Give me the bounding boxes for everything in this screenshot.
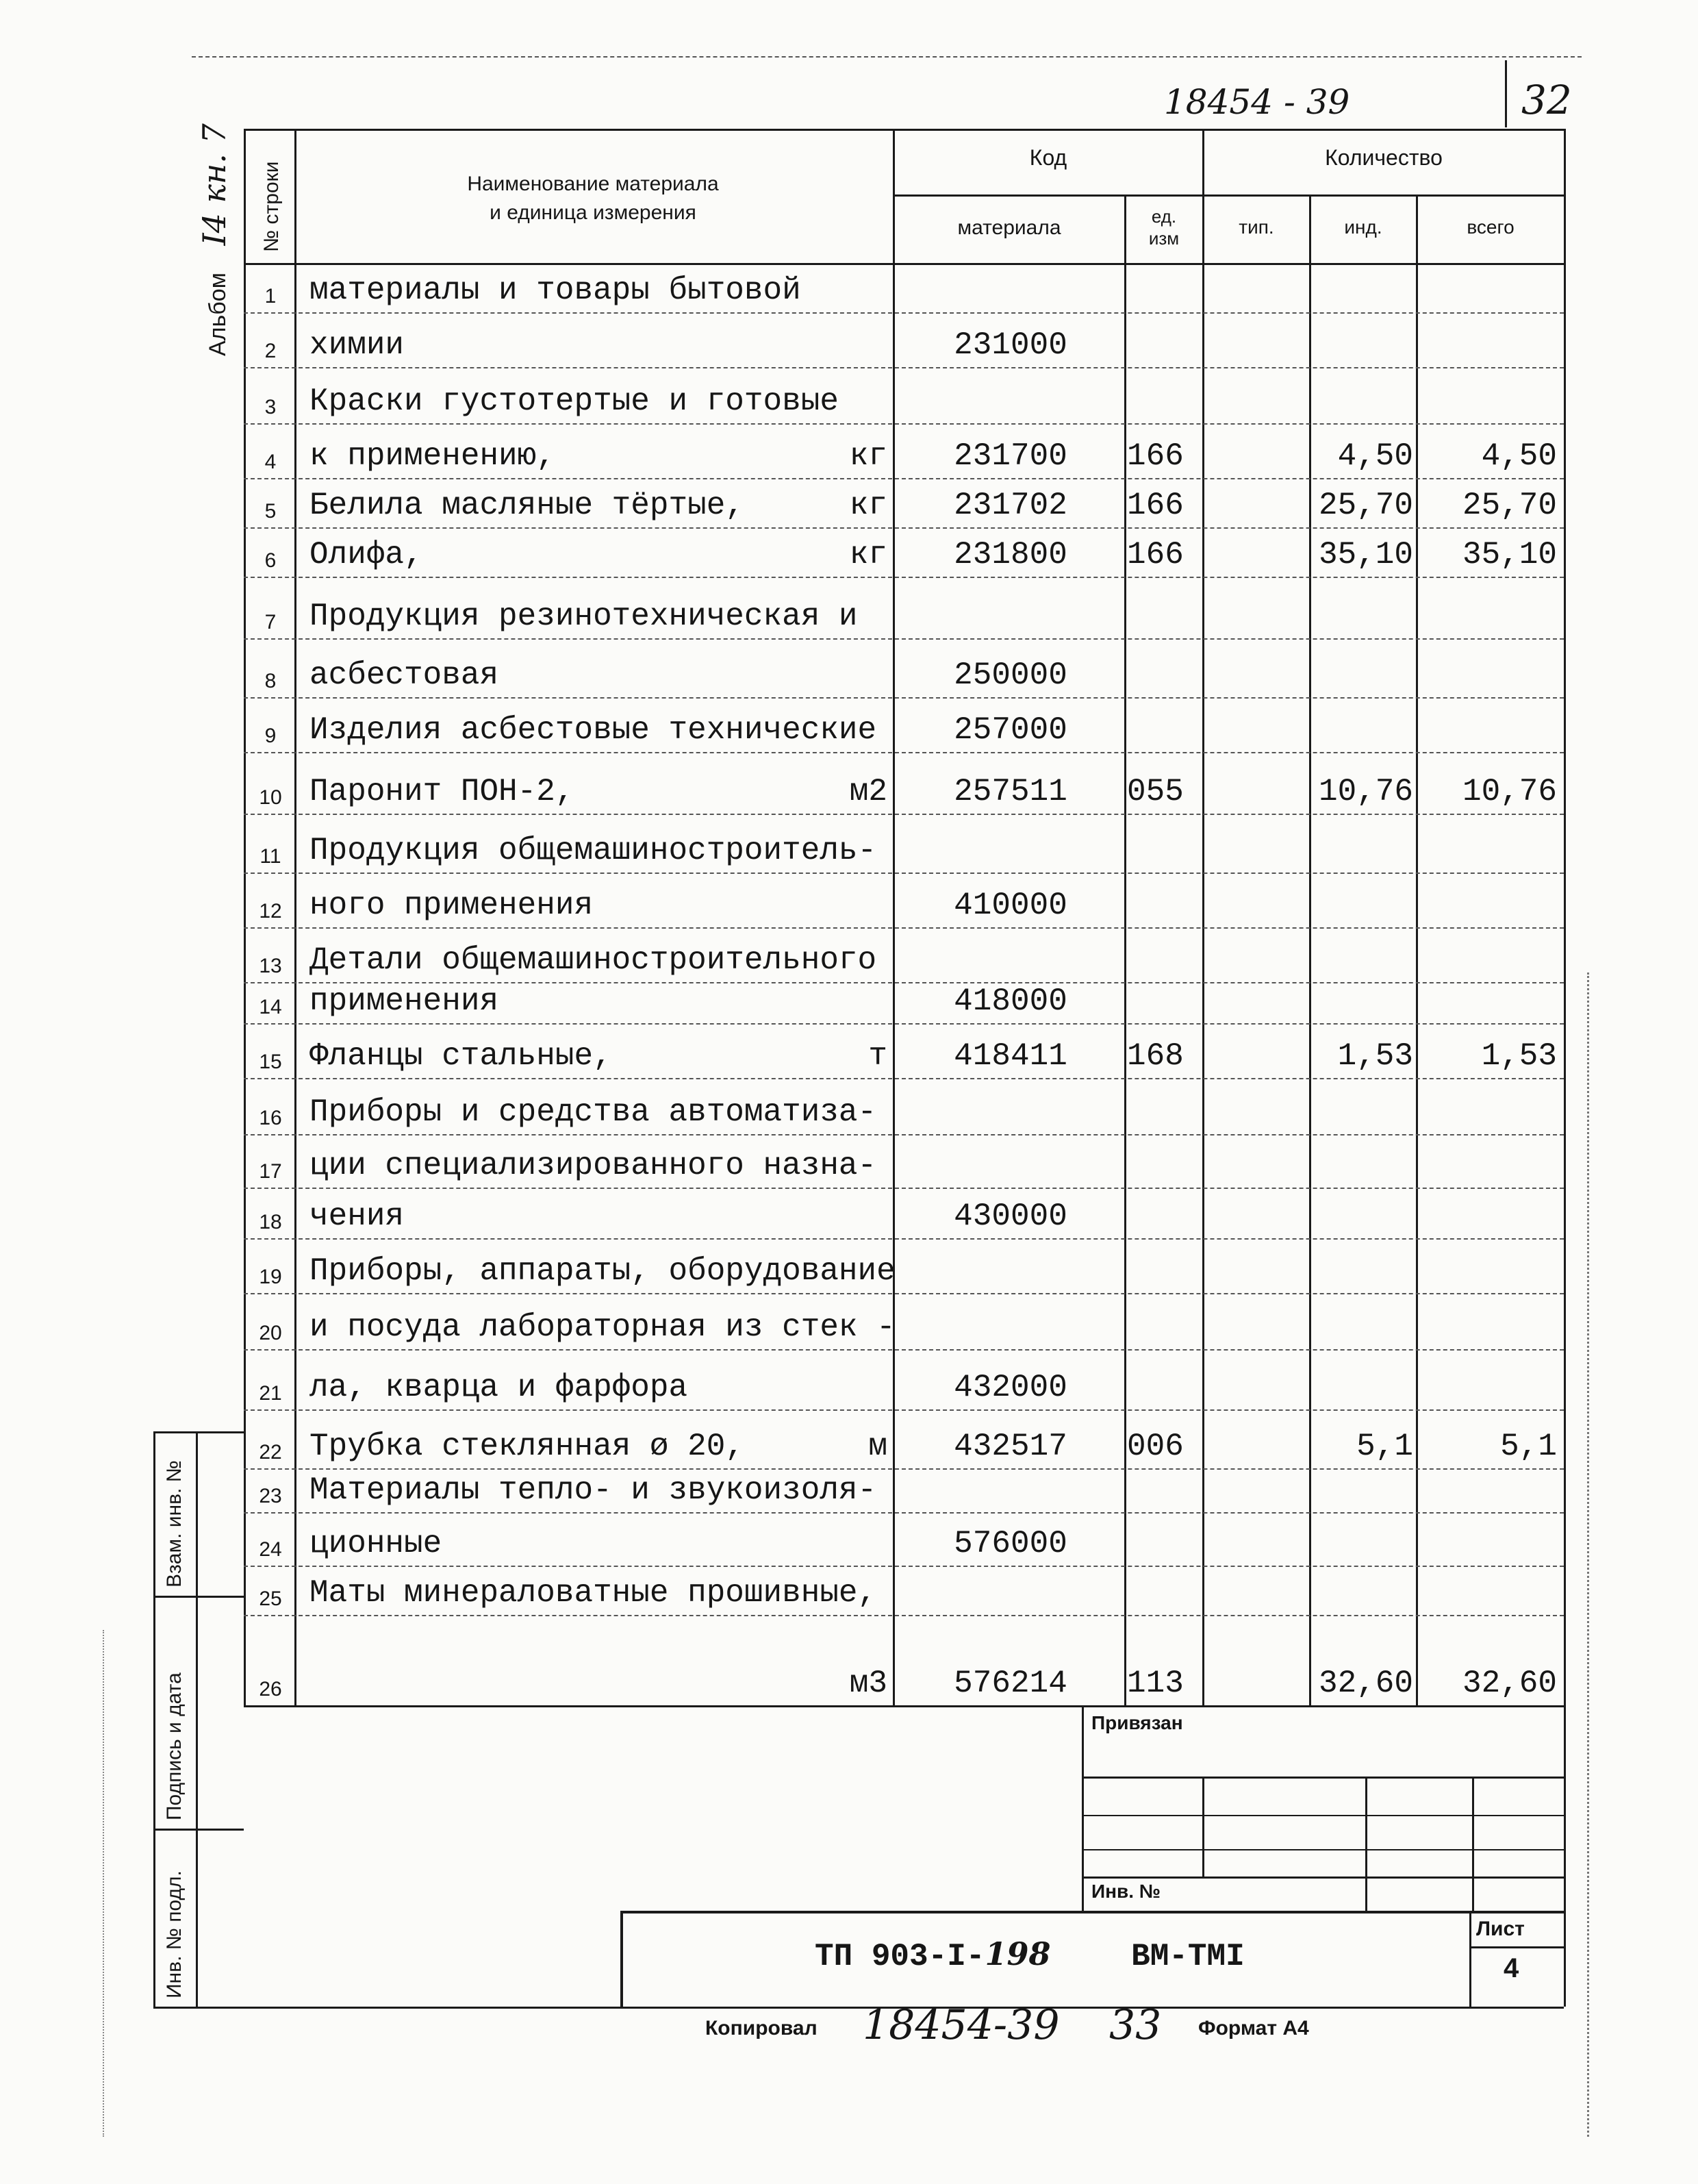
header-qty-ind: инд.: [1344, 216, 1382, 238]
material-code: 576214: [954, 1666, 1067, 1701]
row-separator: [244, 312, 1564, 314]
material-code: 231000: [954, 327, 1067, 363]
materials-table: [244, 129, 1564, 1705]
header-row-number: № строки: [260, 161, 283, 252]
side-stamp-sep-1: [153, 1596, 244, 1598]
table-row: [244, 638, 1564, 697]
title-block: [620, 1911, 1564, 2007]
material-name: чения: [309, 1198, 405, 1234]
material-name: Приборы, аппараты, оборудование: [309, 1253, 896, 1289]
side-stamp-block: [153, 1431, 244, 2007]
binding-line-3: [1082, 1849, 1564, 1850]
row-separator: [244, 1566, 1564, 1567]
side-stamp-left: [153, 1431, 155, 2007]
row-separator: [244, 367, 1564, 368]
handwritten-doc-number: 18454 - 39: [1164, 82, 1350, 122]
copied-number: 33: [1109, 2001, 1162, 2049]
qty-total: 4,50: [1481, 438, 1557, 474]
row-number: 17: [259, 1160, 282, 1183]
qty-ind: 32,60: [1318, 1666, 1413, 1701]
unit-code: 006: [1127, 1429, 1184, 1464]
row-number: 13: [259, 955, 282, 977]
material-name: ла, кварца и фарфора: [309, 1370, 688, 1405]
qty-ind: 25,70: [1318, 488, 1413, 523]
qty-ind: 35,10: [1318, 537, 1413, 573]
binding-left: [1082, 1705, 1084, 1911]
row-number: 2: [264, 340, 277, 362]
material-unit: кг: [849, 438, 887, 474]
qty-total: 1,53: [1481, 1038, 1557, 1074]
unit-code: 168: [1127, 1038, 1184, 1074]
header-name-column: Наименование материала и единица измерения: [467, 173, 719, 224]
row-separator: [244, 527, 1564, 529]
row-separator: [244, 1134, 1564, 1135]
material-name: к применению,: [309, 438, 555, 474]
material-unit: кг: [849, 488, 887, 523]
side-stamp-sep-2: [153, 1829, 244, 1831]
side-inv-podl: Инв. № подл.: [163, 1870, 186, 1998]
title-block-left: [620, 1911, 623, 2007]
doc-code-hand: 198: [985, 1935, 1051, 1972]
row-number: 26: [259, 1678, 282, 1700]
qty-total: 32,60: [1462, 1666, 1557, 1701]
album-label-text: Альбом: [205, 273, 231, 356]
table-row: [244, 1188, 1564, 1238]
row-separator: [244, 1349, 1564, 1351]
binding-stamp: [1082, 1705, 1564, 1911]
doc-code-left: ТП 903-I-: [815, 1939, 985, 1974]
row-number: 9: [264, 725, 277, 747]
table-row: [244, 982, 1564, 1023]
material-unit: м3: [849, 1666, 887, 1701]
material-unit: м: [868, 1429, 887, 1464]
header-qty-total: всего: [1467, 216, 1515, 238]
material-name: Детали общемашиностроительного: [309, 942, 877, 978]
row-number: 24: [259, 1538, 282, 1561]
header-code-material: материала: [957, 216, 1061, 239]
material-unit: т: [868, 1038, 887, 1074]
row-number: 4: [264, 451, 277, 473]
row-number: 21: [259, 1382, 282, 1405]
row-number: 3: [264, 396, 277, 418]
qty-total: 35,10: [1462, 537, 1557, 573]
copied-label: Копировал: [705, 2017, 818, 2039]
row-number: 5: [264, 500, 277, 523]
material-code: 432517: [954, 1429, 1067, 1464]
binding-label: Привязан: [1091, 1712, 1183, 1733]
binding-line-2: [1082, 1815, 1564, 1816]
header-qty-group: Количество: [1325, 145, 1443, 170]
unit-code: 166: [1127, 537, 1184, 573]
qty-total: 25,70: [1462, 488, 1557, 523]
table-row: [244, 752, 1564, 814]
material-name: материалы и товары бытовой: [309, 273, 801, 308]
scan-edge-right: [1587, 972, 1589, 2137]
material-name: Продукция общемашиностроитель-: [309, 833, 877, 868]
table-row: [244, 927, 1564, 982]
row-number: 7: [264, 611, 277, 633]
row-number: 20: [259, 1322, 282, 1344]
side-podpis: Подпись и дата: [163, 1672, 186, 1820]
format-label: Формат А4: [1198, 2017, 1309, 2039]
row-separator: [244, 1468, 1564, 1470]
table-row: [244, 1409, 1564, 1468]
row-separator: [244, 873, 1564, 874]
material-name: химии: [309, 327, 405, 363]
binding-col-1: [1202, 1777, 1204, 1877]
row-separator: [244, 1512, 1564, 1514]
row-number: 10: [259, 786, 282, 809]
header-qty-typ: тип.: [1239, 216, 1274, 238]
binding-line-1: [1082, 1777, 1564, 1779]
material-name: ного применения: [309, 888, 594, 923]
table-row: [244, 873, 1564, 927]
row-separator: [244, 423, 1564, 425]
row-number: 19: [259, 1266, 282, 1288]
material-name: Маты минераловатные прошивные,: [309, 1575, 877, 1611]
row-separator: [244, 697, 1564, 699]
row-number: 22: [259, 1441, 282, 1464]
row-number: 18: [259, 1211, 282, 1233]
corner-box-divider: [1505, 60, 1507, 127]
header-code-group: Код: [1029, 145, 1067, 170]
row-separator: [244, 1238, 1564, 1240]
row-separator: [244, 577, 1564, 578]
album-label: [196, 123, 233, 356]
binding-col-2: [1365, 1777, 1367, 1911]
material-code: 257000: [954, 712, 1067, 748]
table-row: [244, 1078, 1564, 1134]
doc-code: [815, 1935, 1245, 1974]
row-separator: [244, 1293, 1564, 1294]
qty-total: 5,1: [1500, 1429, 1557, 1464]
row-separator: [244, 814, 1564, 815]
table-row: [244, 1134, 1564, 1188]
qty-ind: 1,53: [1337, 1038, 1413, 1074]
table-row: [244, 1293, 1564, 1349]
table-row: [244, 1023, 1564, 1078]
table-row: [244, 423, 1564, 478]
side-stamp-mid: [196, 1431, 198, 2007]
table-row: [244, 527, 1564, 577]
side-stamp-top: [153, 1431, 244, 1433]
row-separator: [244, 478, 1564, 479]
table-row: [244, 478, 1564, 527]
qty-ind: 5,1: [1356, 1429, 1413, 1464]
title-block-list-line: [1469, 1946, 1564, 1948]
material-code: 430000: [954, 1198, 1067, 1234]
page-right-border-lower: [1564, 1705, 1566, 2007]
header-mid-line: [893, 194, 1564, 197]
row-number: 8: [264, 670, 277, 692]
row-separator: [244, 752, 1564, 753]
unit-code: 166: [1127, 438, 1184, 474]
material-code: 576000: [954, 1526, 1067, 1561]
title-block-top: [620, 1911, 1564, 1913]
unit-code: 166: [1127, 488, 1184, 523]
material-code: 418000: [954, 983, 1067, 1019]
title-block-list-divider: [1469, 1911, 1471, 2007]
material-name: Материалы тепло- и звукоизоля-: [309, 1472, 877, 1508]
material-code: 432000: [954, 1370, 1067, 1405]
material-unit: м2: [849, 774, 887, 809]
row-separator: [244, 1078, 1564, 1079]
row-separator: [244, 1615, 1564, 1616]
qty-ind: 4,50: [1337, 438, 1413, 474]
row-separator: [244, 927, 1564, 929]
material-name: асбестовая: [309, 657, 499, 693]
table-row: [244, 814, 1564, 873]
list-number: 4: [1504, 1953, 1519, 1983]
row-number: 25: [259, 1587, 282, 1610]
scan-edge-left: [103, 1630, 104, 2137]
row-number: 6: [264, 549, 277, 572]
table-row: [244, 1468, 1564, 1512]
material-name: Фланцы стальные,: [309, 1038, 612, 1074]
row-separator: [244, 638, 1564, 640]
qty-total: 10,76: [1462, 774, 1557, 809]
side-vzam: Взам. инв. №: [163, 1460, 186, 1587]
qty-ind: 10,76: [1318, 774, 1413, 809]
row-separator: [244, 1188, 1564, 1189]
inv-no-label: Инв. №: [1091, 1881, 1161, 1902]
binding-line-4: [1082, 1877, 1564, 1879]
unit-code: 113: [1127, 1666, 1184, 1701]
material-name: Краски густотертые и готовые: [309, 384, 839, 419]
table-row: [244, 367, 1564, 423]
material-name: ции специализированного назна-: [309, 1148, 877, 1183]
row-number: 14: [259, 996, 282, 1018]
top-border-line: [192, 56, 1582, 58]
row-number: 16: [259, 1107, 282, 1129]
material-name: Изделия асбестовые технические: [309, 712, 877, 748]
material-name: и посуда лабораторная из стек -: [309, 1309, 896, 1345]
binding-col-3: [1472, 1777, 1474, 1911]
material-name: применения: [309, 983, 499, 1019]
row-number: 11: [259, 845, 281, 868]
material-name: Продукция резинотехническая и: [309, 599, 858, 634]
material-code: 231800: [954, 537, 1067, 573]
material-code: 231700: [954, 438, 1067, 474]
table-row: [244, 1615, 1564, 1705]
copied-handwritten: 18454-39: [863, 2001, 1060, 2049]
album-handwritten: I4 кн. 7: [196, 123, 233, 246]
row-number: 23: [259, 1485, 282, 1507]
material-name: Паронит ПОН-2,: [309, 774, 574, 809]
table-row: [244, 312, 1564, 367]
table-right-border: [1564, 129, 1566, 1705]
material-name: Трубка стеклянная ø 20,: [309, 1429, 744, 1464]
page-bottom-border: [153, 2007, 1564, 2009]
table-top-border: [244, 129, 1564, 131]
material-name: ционные: [309, 1526, 442, 1561]
row-number: 15: [259, 1051, 282, 1073]
material-code: 257511: [954, 774, 1067, 809]
material-name: Белила масляные тёртые,: [309, 488, 744, 523]
table-row: [244, 263, 1564, 312]
table-row: [244, 1566, 1564, 1615]
material-code: 410000: [954, 888, 1067, 923]
row-number: 12: [259, 900, 282, 922]
table-row: [244, 697, 1564, 752]
header-code-unit: ед. изм: [1148, 206, 1180, 249]
table-row: [244, 1238, 1564, 1293]
table-row: [244, 1349, 1564, 1409]
row-number: 1: [264, 285, 277, 307]
material-code: 418411: [954, 1038, 1067, 1074]
row-separator: [244, 1023, 1564, 1025]
material-name: Олифа,: [309, 537, 423, 573]
doc-code-right: ВМ-ТМI: [1131, 1939, 1245, 1974]
list-label: Лист: [1476, 1918, 1525, 1940]
row-separator: [244, 1409, 1564, 1411]
table-row: [244, 1512, 1564, 1566]
material-code: 231702: [954, 488, 1067, 523]
material-name: Приборы и средства автоматиза-: [309, 1094, 877, 1130]
material-code: 250000: [954, 657, 1067, 693]
corner-page-number: 32: [1521, 77, 1572, 123]
unit-code: 055: [1127, 774, 1184, 809]
material-unit: кг: [849, 537, 887, 573]
table-row: [244, 577, 1564, 638]
